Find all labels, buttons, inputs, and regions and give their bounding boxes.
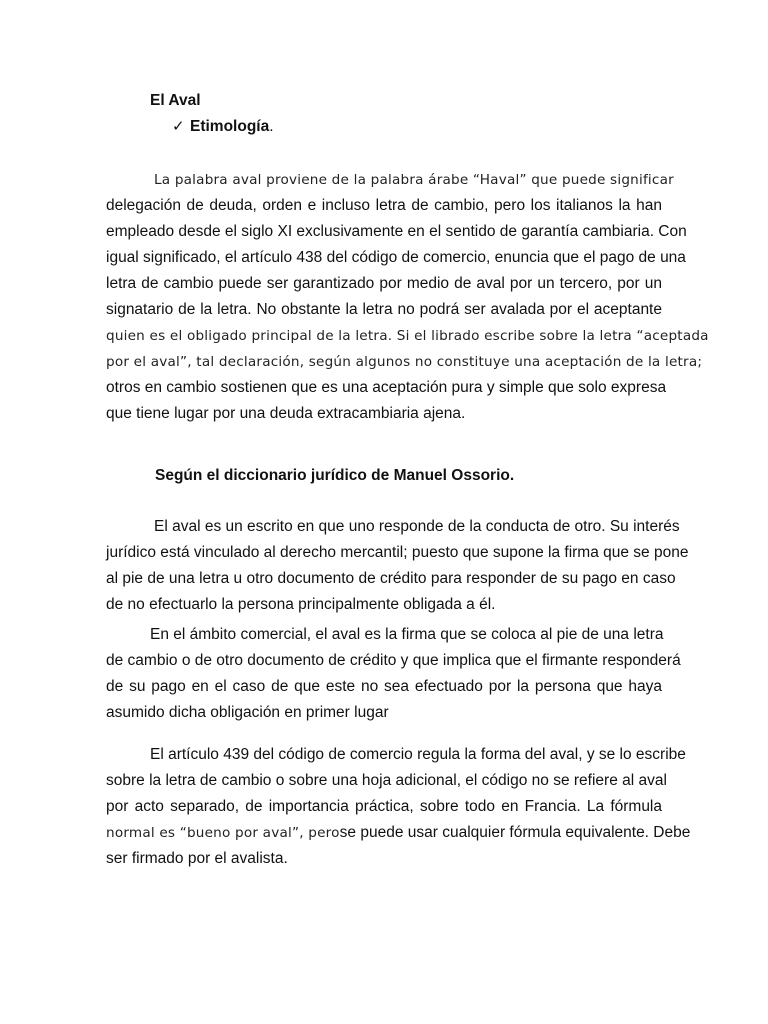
- quoted-formula-text: normal es “bueno por aval”, pero: [106, 825, 340, 841]
- subheading-etimologia: [172, 113, 274, 139]
- paragraph-line: al pie de una letra u otro documento de crédito para responder de su pago en caso: [106, 570, 676, 587]
- paragraph-line: otros en cambio sostienen que es una aceptación pura y simple que solo expresa: [106, 379, 667, 396]
- checkmark-icon: ✓: [172, 117, 185, 135]
- paragraph-line: quien es el obligado principal de la letra. Si el librado escribe sobre la letra “aceptada: [106, 328, 709, 344]
- paragraph-line: de no efectuarlo la persona principalmente obligada a él.: [106, 596, 496, 613]
- paragraph-ossorio-1: [106, 514, 689, 618]
- paragraph-line: ser firmado por el avalista.: [106, 850, 288, 867]
- paragraph-ossorio-2: [106, 622, 681, 726]
- paragraph-line-mixed: [106, 820, 691, 846]
- paragraph-line: sobre la letra de cambio o sobre una hoja adicional, el código no se refiere al aval: [106, 772, 667, 789]
- subheading-label: Etimología: [190, 118, 270, 135]
- paragraph-line: asumido dicha obligación en primer lugar: [106, 704, 389, 721]
- paragraph-line: empleado desde el siglo XI exclusivamente en el sentido de garantía cambiaria. Con: [106, 223, 687, 240]
- paragraph-articulo-439: [106, 742, 691, 872]
- page-title: El Aval: [150, 92, 201, 109]
- paragraph-line: de cambio o de otro documento de crédito y que implica que el firmante responderá: [106, 652, 681, 669]
- paragraph-line-rest: se puede usar cualquier fórmula equivalente. Debe: [339, 824, 691, 841]
- paragraph-line: La palabra aval proviene de la palabra árabe “Haval” que puede significar: [154, 172, 674, 188]
- paragraph-line: que tiene lugar por una deuda extracambiaria ajena.: [106, 405, 466, 422]
- paragraph-line: jurídico está vinculado al derecho mercantil; puesto que supone la firma que se pone: [106, 544, 689, 561]
- paragraph-line: letra de cambio puede ser garantizado por medio de aval por un tercero, por un: [106, 275, 662, 292]
- paragraph-line: por el aval”, tal declaración, según algunos no constituye una aceptación de la letra;: [106, 354, 703, 370]
- paragraph-line: En el ámbito comercial, el aval es la firma que se coloca al pie de una letra: [150, 626, 664, 643]
- paragraph-line: delegación de deuda, orden e incluso letra de cambio, pero los italianos la han: [106, 197, 662, 214]
- paragraph-line: por acto separado, de importancia práctica, sobre todo en Francia. La fórmula: [106, 798, 662, 815]
- subheading-period: .: [269, 118, 274, 135]
- paragraph-line: igual significado, el artículo 438 del código de comercio, enuncia que el pago de una: [106, 249, 686, 266]
- paragraph-line: de su pago en el caso de que este no sea efectuado por la persona que haya: [106, 678, 662, 695]
- paragraph-line: El artículo 439 del código de comercio regula la forma del aval, y se lo escribe: [150, 746, 686, 763]
- paragraph-line: signatario de la letra. No obstante la letra no podrá ser avalada por el aceptante: [106, 301, 662, 318]
- paragraph-line: El aval es un escrito en que uno responde de la conducta de otro. Su interés: [154, 518, 680, 535]
- section-heading-ossorio: Según el diccionario jurídico de Manuel Ossorio.: [155, 467, 515, 484]
- paragraph-etimologia: [106, 167, 709, 427]
